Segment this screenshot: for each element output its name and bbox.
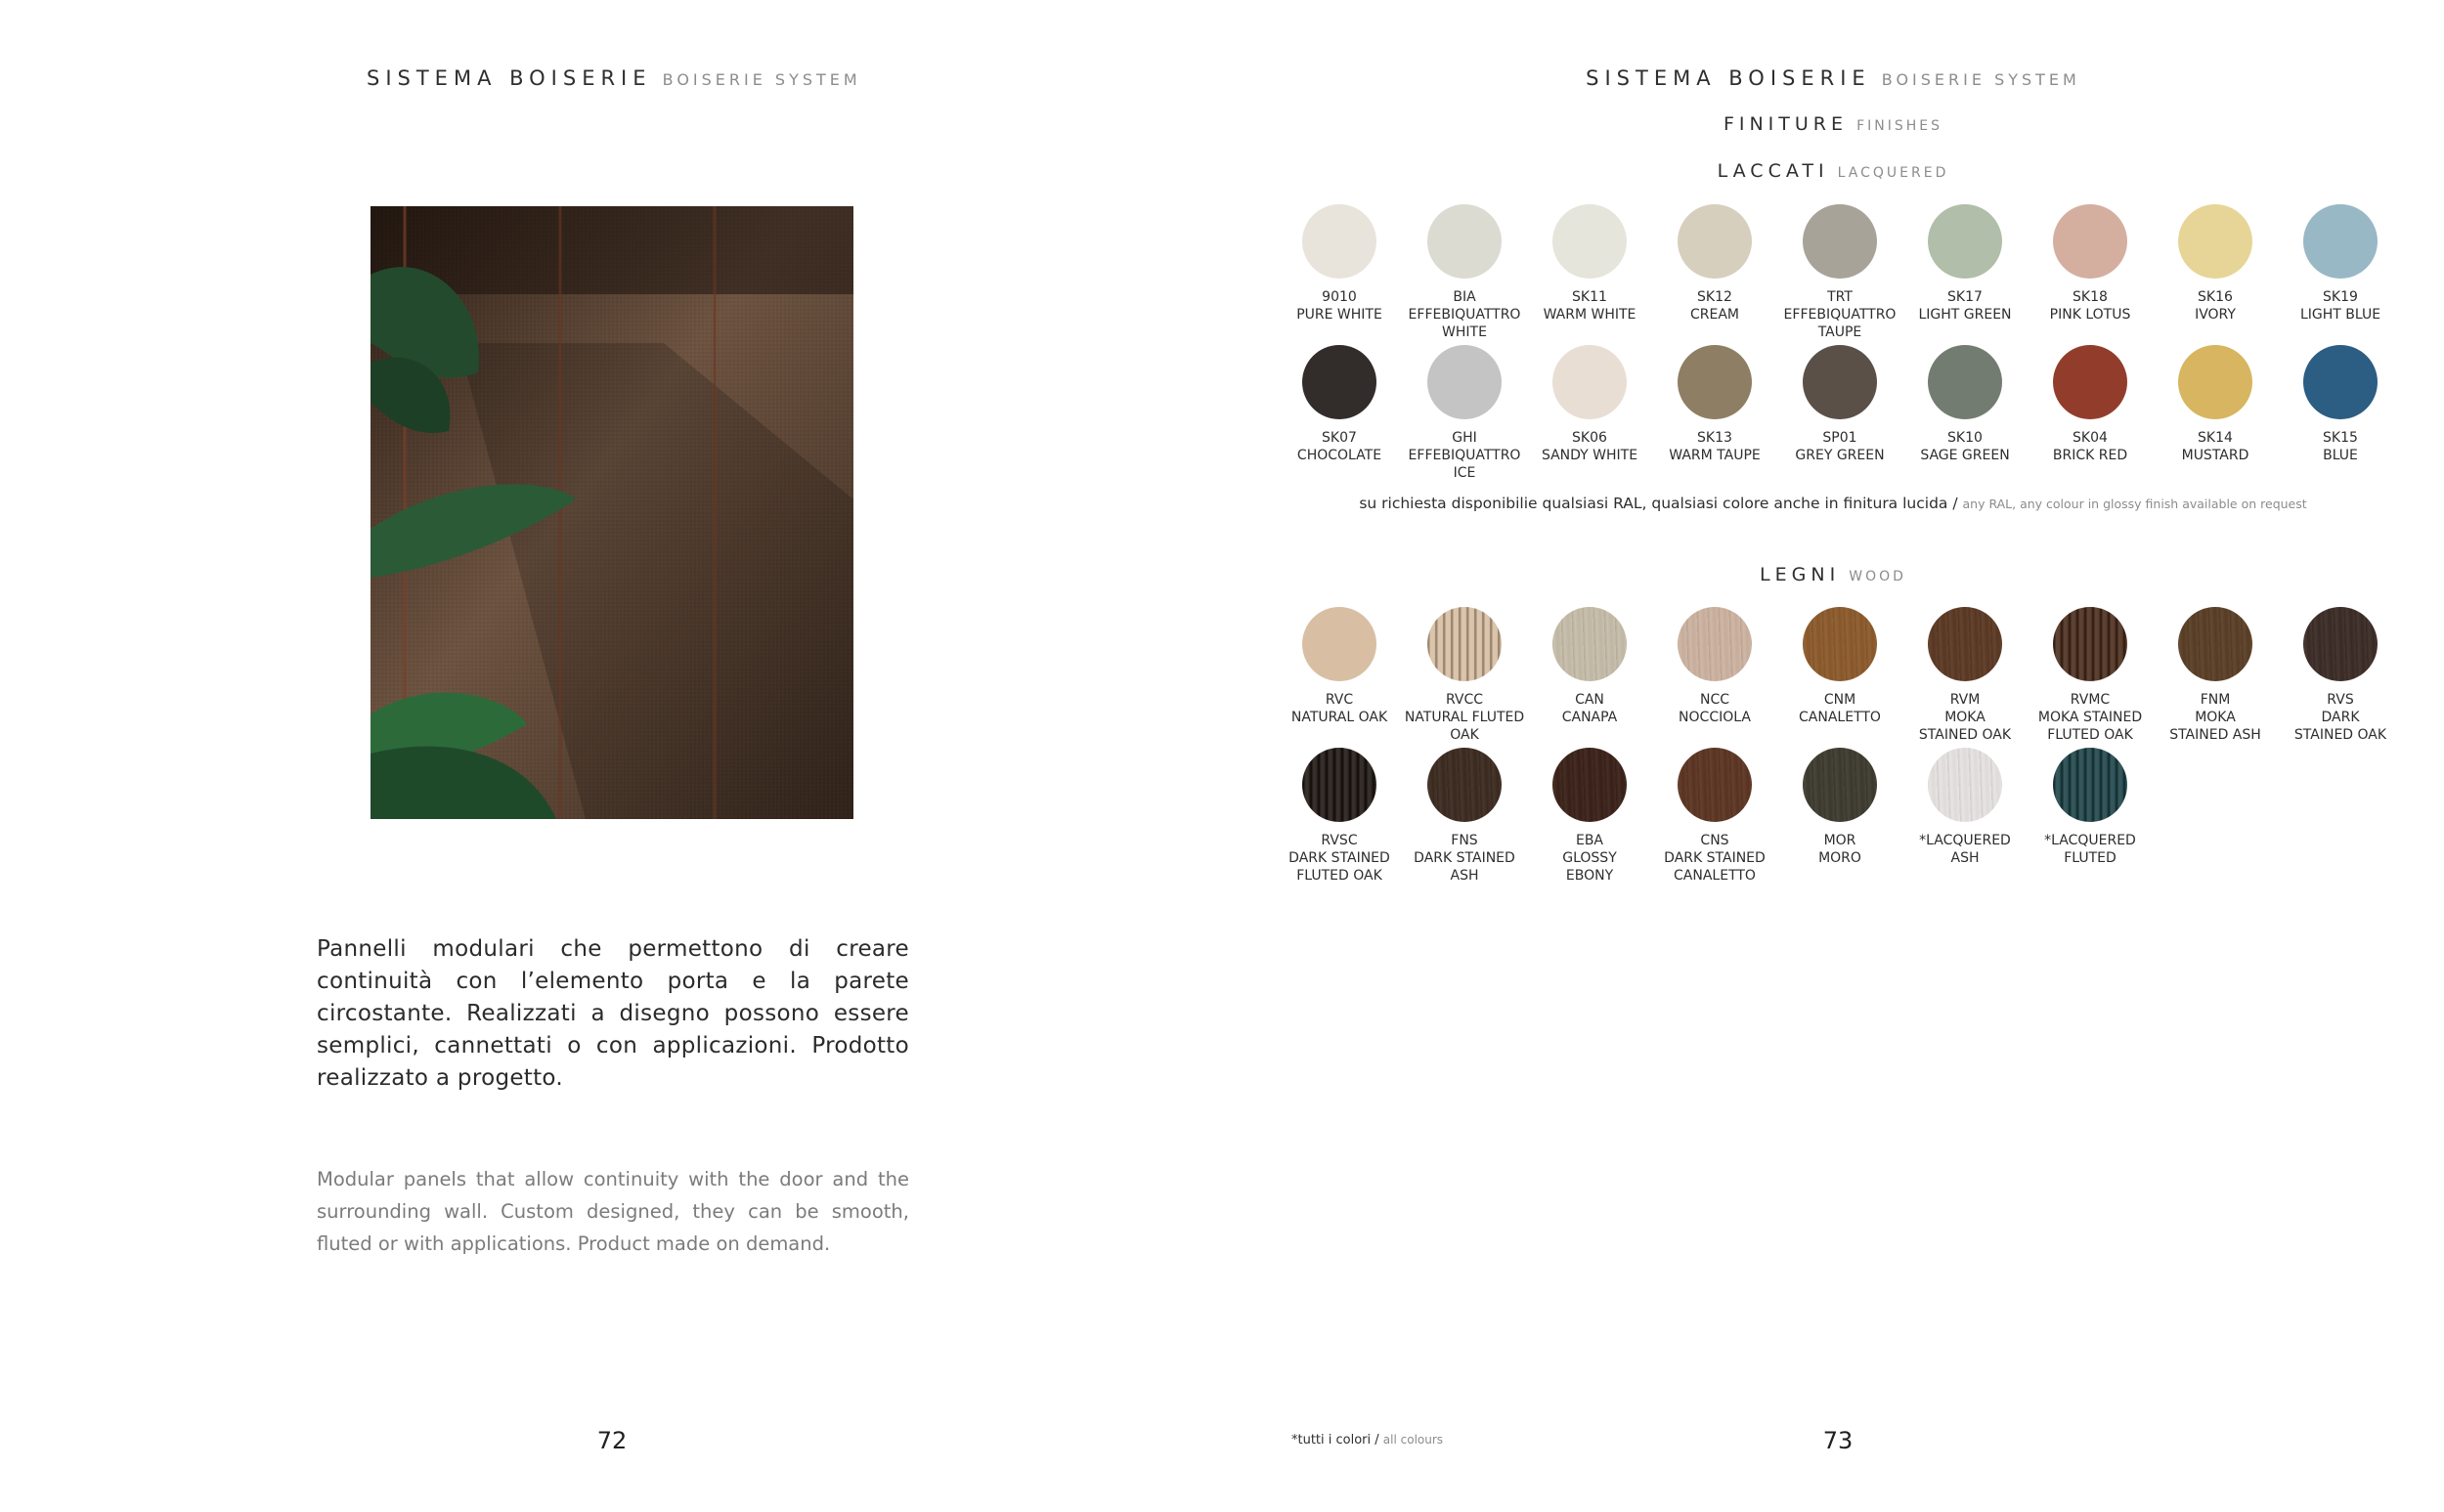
swatch-name: CANALETTO <box>1799 710 1881 725</box>
color-swatch[interactable] <box>1678 345 1752 419</box>
wood-swatch-item[interactable] <box>1646 748 1783 885</box>
color-swatch[interactable] <box>1803 345 1877 419</box>
wood-row <box>1277 607 2403 748</box>
color-swatch[interactable] <box>1678 204 1752 279</box>
swatch-code: SK19 <box>2323 289 2358 305</box>
swatch-name: WARM TAUPE <box>1669 448 1761 463</box>
page-number-right: 73 <box>1822 1427 1854 1454</box>
lacquered-title-sub: LACQUERED <box>1837 165 1949 181</box>
swatch-name: EFFEBIQUATTRO TAUPE <box>1783 307 1897 340</box>
swatch-code: RVCC <box>1445 692 1484 708</box>
color-swatch[interactable] <box>2178 607 2252 681</box>
color-swatch[interactable] <box>1803 748 1877 822</box>
color-swatch[interactable] <box>1928 204 2002 279</box>
color-swatch[interactable] <box>1803 204 1877 279</box>
swatch-code: FNM <box>2200 692 2231 708</box>
swatch-code: RVMC <box>2070 692 2111 708</box>
lacquered-swatch-item[interactable] <box>2147 204 2284 324</box>
swatch-name: IVORY <box>2195 307 2236 323</box>
color-swatch[interactable] <box>1552 607 1627 681</box>
swatch-name: LIGHT GREEN <box>1918 307 2012 323</box>
lacquered-title-main: LACCATI <box>1717 160 1829 182</box>
lacquered-swatch-grid <box>1277 204 2403 486</box>
english-description: Modular panels that allow continuity with the door and the surrounding wall. Custom designed, they can be smooth, fluted or with applications. Product made on demand. <box>317 1168 909 1255</box>
italian-description: Pannelli modulari che permettono di creare continuità con l’elemento porta e la parete circostante. Realizzati a disegno possono essere semplici, cannettati o con applicazioni. Prodotto realizzato a progetto. <box>317 936 909 1091</box>
lacquered-row <box>1277 204 2403 345</box>
color-swatch[interactable] <box>1427 748 1502 822</box>
wood-swatch-item[interactable] <box>1897 607 2033 744</box>
wood-swatch-item[interactable] <box>2272 607 2409 744</box>
swatch-code: TRT <box>1827 289 1853 305</box>
swatch-name: WARM WHITE <box>1543 307 1637 323</box>
swatch-code: 9010 <box>1322 289 1357 305</box>
swatch-name: NATURAL OAK <box>1290 710 1388 725</box>
color-swatch[interactable] <box>2053 345 2127 419</box>
swatch-code: RVC <box>1325 692 1354 708</box>
swatch-name: NATURAL FLUTED OAK <box>1404 710 1525 743</box>
lacquered-swatch-item[interactable] <box>1771 204 1908 341</box>
header-title: SISTEMA BOISERIE <box>1586 66 1871 90</box>
lacquered-swatch-item[interactable] <box>1646 204 1783 324</box>
lacquered-swatch-item[interactable] <box>1897 345 2033 464</box>
swatch-name: LIGHT BLUE <box>2299 307 2381 323</box>
swatch-name: FLUTED <box>2064 850 2117 866</box>
page-number-left: 72 <box>596 1427 628 1454</box>
wood-swatch-item[interactable] <box>1521 748 1658 885</box>
color-swatch[interactable] <box>2053 607 2127 681</box>
swatch-name: SAGE GREEN <box>1920 448 2010 463</box>
wood-swatch-item[interactable] <box>1646 607 1783 726</box>
color-swatch[interactable] <box>1302 607 1376 681</box>
wood-swatch-item[interactable] <box>1271 748 1408 885</box>
header-subtitle: BOISERIE SYSTEM <box>1881 70 2080 89</box>
ral-note <box>1222 495 2444 512</box>
color-swatch[interactable] <box>1552 748 1627 822</box>
swatch-name: DARK STAINED OAK <box>2293 710 2387 743</box>
lacquered-swatch-item[interactable] <box>1897 204 2033 324</box>
lacquered-title <box>1222 160 2444 182</box>
swatch-code: RVM <box>1949 692 1981 708</box>
wood-row <box>1277 748 2403 888</box>
wood-swatch-item[interactable] <box>2022 607 2159 744</box>
swatch-code: SK04 <box>2073 430 2108 446</box>
swatch-name: GLOSSY EBONY <box>1562 850 1617 884</box>
color-swatch[interactable] <box>2178 204 2252 279</box>
swatch-code: *LACQUERED <box>1919 833 2011 848</box>
swatch-code: SK16 <box>2198 289 2233 305</box>
swatch-code: SP01 <box>1822 430 1857 446</box>
header-title: SISTEMA BOISERIE <box>367 66 652 90</box>
ral-note-main: su richiesta disponibilie qualsiasi RAL, qualsiasi colore anche in finitura lucida / <box>1359 495 1963 512</box>
wood-swatch-grid <box>1277 607 2403 888</box>
wood-swatch-item[interactable] <box>1396 748 1533 885</box>
swatch-code: CNS <box>1700 833 1729 848</box>
swatch-code: BIA <box>1453 289 1476 305</box>
wood-swatch-item[interactable] <box>1771 748 1908 867</box>
swatch-code: SK11 <box>1572 289 1607 305</box>
swatch-code: RVSC <box>1321 833 1358 848</box>
lacquered-swatch-item[interactable] <box>1521 345 1658 464</box>
finishes-title-main: FINITURE <box>1723 113 1849 135</box>
swatch-name: BRICK RED <box>2052 448 2128 463</box>
lacquered-swatch-item[interactable] <box>1396 345 1533 482</box>
wood-swatch-item[interactable] <box>1897 748 2033 867</box>
footnote-sub: all colours <box>1382 1433 1444 1447</box>
color-swatch[interactable] <box>1928 345 2002 419</box>
swatch-code: SK14 <box>2198 430 2233 446</box>
ral-note-sub: any RAL, any colour in glossy finish available on request <box>1962 497 2307 511</box>
swatch-code: NCC <box>1699 692 1730 708</box>
swatch-name: PURE WHITE <box>1296 307 1382 323</box>
wood-swatch-item[interactable] <box>2147 607 2284 744</box>
color-swatch[interactable] <box>1803 607 1877 681</box>
color-swatch[interactable] <box>2053 748 2127 822</box>
color-swatch[interactable] <box>1928 748 2002 822</box>
lacquered-swatch-item[interactable] <box>1646 345 1783 464</box>
swatch-code: SK13 <box>1697 430 1732 446</box>
swatch-name: PINK LOTUS <box>2049 307 2131 323</box>
wood-swatch-item[interactable] <box>1396 607 1533 744</box>
swatch-code: SK07 <box>1322 430 1357 446</box>
swatch-code: FNS <box>1451 833 1478 848</box>
color-swatch[interactable] <box>1302 748 1376 822</box>
wood-title-main: LEGNI <box>1760 564 1841 585</box>
wood-swatch-item[interactable] <box>1521 607 1658 726</box>
color-swatch[interactable] <box>1678 607 1752 681</box>
swatch-code: SK17 <box>1947 289 1983 305</box>
swatch-code: SK18 <box>2073 289 2108 305</box>
lacquered-swatch-item[interactable] <box>1271 204 1408 324</box>
swatch-code: *LACQUERED <box>2044 833 2136 848</box>
swatch-code: CAN <box>1575 692 1604 708</box>
swatch-name: DARK STAINED FLUTED OAK <box>1288 850 1390 884</box>
swatch-code: GHI <box>1452 430 1477 446</box>
color-swatch[interactable] <box>2178 345 2252 419</box>
swatch-name: CHOCOLATE <box>1296 448 1382 463</box>
color-swatch[interactable] <box>1427 345 1502 419</box>
wood-swatch-item[interactable] <box>1271 607 1408 726</box>
swatch-name: DARK STAINED ASH <box>1414 850 1515 884</box>
swatch-code: CNM <box>1823 692 1856 708</box>
right-page-header <box>1222 66 2444 90</box>
finishes-title-sub: FINISHES <box>1856 118 1943 134</box>
swatch-name: EFFEBIQUATTRO ICE <box>1408 448 1521 481</box>
color-swatch[interactable] <box>2303 204 2378 279</box>
swatch-name: SANDY WHITE <box>1541 448 1638 463</box>
swatch-name: BLUE <box>2323 448 2358 463</box>
lacquered-swatch-item[interactable] <box>1771 345 1908 464</box>
right-page <box>1222 0 2444 1512</box>
finishes-title <box>1222 113 2444 135</box>
footnote-main: *tutti i colori / <box>1291 1433 1383 1447</box>
swatch-code: SK10 <box>1947 430 1983 446</box>
swatch-code: EBA <box>1575 833 1604 848</box>
header-subtitle: BOISERIE SYSTEM <box>662 70 861 89</box>
wood-swatch-item[interactable] <box>1771 607 1908 726</box>
color-swatch[interactable] <box>1552 345 1627 419</box>
lacquered-swatch-item[interactable] <box>2022 204 2159 324</box>
swatch-name: CREAM <box>1689 307 1739 323</box>
swatch-code: SK12 <box>1697 289 1732 305</box>
swatch-name: MOKA STAINED FLUTED OAK <box>2037 710 2143 743</box>
color-swatch[interactable] <box>1552 204 1627 279</box>
lacquered-swatch-item[interactable] <box>1521 204 1658 324</box>
swatch-code: RVS <box>2327 692 2354 708</box>
color-swatch[interactable] <box>1427 607 1502 681</box>
color-swatch[interactable] <box>2053 204 2127 279</box>
lacquered-swatch-item[interactable] <box>2147 345 2284 464</box>
swatch-code: MOR <box>1823 833 1856 848</box>
lacquered-row <box>1277 345 2403 486</box>
swatch-code: SK15 <box>2323 430 2358 446</box>
color-swatch[interactable] <box>1302 204 1376 279</box>
lacquered-swatch-item[interactable] <box>1396 204 1533 341</box>
color-swatch[interactable] <box>1302 345 1376 419</box>
wood-swatch-item[interactable] <box>2022 748 2159 867</box>
lacquered-swatch-item[interactable] <box>1271 345 1408 464</box>
swatch-name: MORO <box>1818 850 1861 866</box>
swatch-name: ASH <box>1950 850 1980 866</box>
swatch-name: NOCCIOLA <box>1679 710 1751 725</box>
color-swatch[interactable] <box>2303 345 2378 419</box>
swatch-name: MUSTARD <box>2181 448 2249 463</box>
swatch-name: MOKA STAINED OAK <box>1918 710 2012 743</box>
footnote <box>1291 1433 1443 1447</box>
color-swatch[interactable] <box>2303 607 2378 681</box>
wood-panel-photo <box>371 206 853 819</box>
left-page-header <box>367 66 885 90</box>
lacquered-swatch-item[interactable] <box>2272 345 2409 464</box>
color-swatch[interactable] <box>1678 748 1752 822</box>
lacquered-swatch-item[interactable] <box>2022 345 2159 464</box>
swatch-name: MOKA STAINED ASH <box>2169 710 2261 743</box>
color-swatch[interactable] <box>1928 607 2002 681</box>
color-swatch[interactable] <box>1427 204 1502 279</box>
swatch-code: SK06 <box>1572 430 1607 446</box>
swatch-name: DARK STAINED CANALETTO <box>1664 850 1766 884</box>
lacquered-swatch-item[interactable] <box>2272 204 2409 324</box>
wood-title-sub: WOOD <box>1849 569 1906 584</box>
swatch-name: GREY GREEN <box>1795 448 1885 463</box>
swatch-name: EFFEBIQUATTRO WHITE <box>1408 307 1521 340</box>
panel-image <box>371 206 853 819</box>
swatch-name: CANAPA <box>1561 710 1618 725</box>
wood-title <box>1222 564 2444 585</box>
